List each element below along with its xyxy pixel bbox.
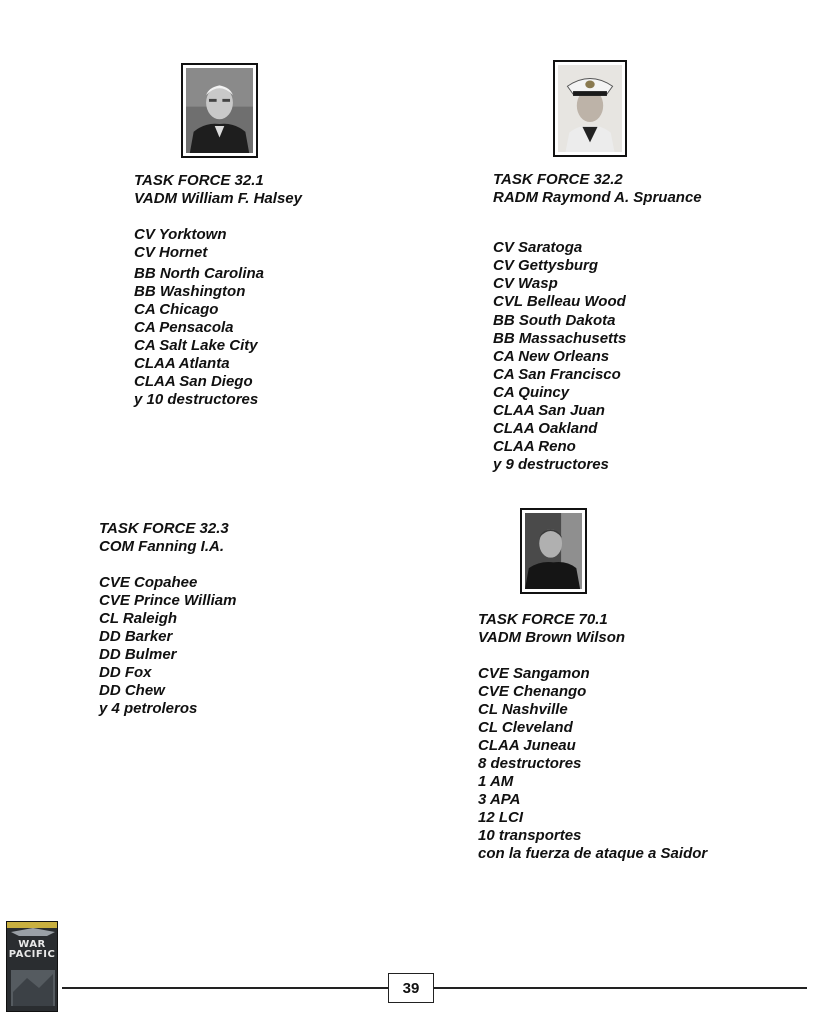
ship-entry: CVL Belleau Wood (493, 293, 626, 310)
ship-entry: CA Chicago (134, 301, 219, 318)
ship-entry: 12 LCI (478, 809, 524, 826)
task-force-heading: TASK FORCE 32.2 (493, 171, 623, 188)
ship-entry: CL Nashville (478, 701, 568, 718)
ship-entry: DD Barker (99, 628, 173, 645)
ship-entry: CVE Chenango (478, 683, 587, 700)
ship-entry: CA Salt Lake City (134, 337, 258, 354)
ship-entry: CA New Orleans (493, 348, 610, 365)
ship-entry: y 9 destructores (493, 456, 609, 473)
ship-entry: 10 transportes (478, 827, 582, 844)
task-force-32-2 (493, 171, 702, 474)
commander: COM Fanning I.A. (99, 538, 224, 555)
ship-entry: CLAA San Juan (493, 402, 605, 419)
ship-entry: DD Chew (99, 682, 165, 699)
ship-entry: CLAA Juneau (478, 737, 576, 754)
ship-entry: CVE Copahee (99, 574, 198, 591)
task-force-heading: TASK FORCE 70.1 (478, 611, 608, 628)
ship-entry: DD Fox (99, 664, 152, 681)
ship-entry: CV Yorktown (134, 226, 227, 243)
task-force-32-1 (134, 172, 302, 409)
ship-entry: DD Bulmer (99, 646, 177, 663)
commander: VADM Brown Wilson (478, 629, 626, 646)
ship-entry: 1 AM (478, 773, 514, 790)
commander: RADM Raymond A. Spruance (493, 189, 702, 206)
ship-entry: CV Hornet (134, 244, 208, 261)
game-box-title-line1: WAR (18, 939, 46, 950)
ship-entry: con la fuerza de ataque a Saidor (478, 845, 708, 862)
page-number: 39 (402, 979, 420, 997)
ship-entry: CL Cleveland (478, 719, 573, 736)
ship-entry: CV Gettysburg (493, 257, 599, 274)
ship-entry: CA Quincy (493, 384, 570, 401)
ship-entry: CA Pensacola (134, 319, 234, 336)
ship-entry: CV Saratoga (493, 239, 583, 256)
ship-entry: CLAA San Diego (134, 373, 253, 390)
task-force-heading: TASK FORCE 32.3 (99, 520, 229, 537)
ship-entry: CL Raleigh (99, 610, 178, 627)
ship-entry: BB South Dakota (493, 312, 616, 329)
task-force-heading: TASK FORCE 32.1 (134, 172, 264, 189)
ship-entry: BB North Carolina (134, 265, 265, 282)
ship-entry: CVE Prince William (99, 592, 237, 609)
ship-entry: 8 destructores (478, 755, 582, 772)
spruance-portrait (553, 60, 627, 157)
ship-entry: CA San Francisco (493, 366, 621, 383)
ship-entry: CLAA Oakland (493, 420, 598, 437)
commander: VADM William F. Halsey (134, 190, 302, 207)
ship-entry: BB Washington (134, 283, 246, 300)
ship-entry: y 10 destructores (134, 391, 259, 408)
ship-entry: CLAA Reno (493, 438, 576, 455)
game-box-title-line2: PACIFIC (8, 949, 56, 960)
task-force-32-3 (99, 520, 236, 718)
task-force-70-1 (478, 611, 707, 863)
game-box-art (6, 921, 58, 1012)
ship-entry: y 4 petroleros (99, 700, 198, 717)
ship-entry: CVE Sangamon (478, 665, 590, 682)
page-number-box (388, 973, 434, 1003)
halsey-portrait (181, 63, 258, 158)
footer-rule (62, 987, 807, 989)
ship-entry: BB Massachusetts (493, 330, 627, 347)
ship-entry: CLAA Atlanta (134, 355, 230, 372)
ship-entry: CV Wasp (493, 275, 558, 292)
wilson-portrait (520, 508, 587, 594)
ship-entry: 3 APA (478, 791, 521, 808)
